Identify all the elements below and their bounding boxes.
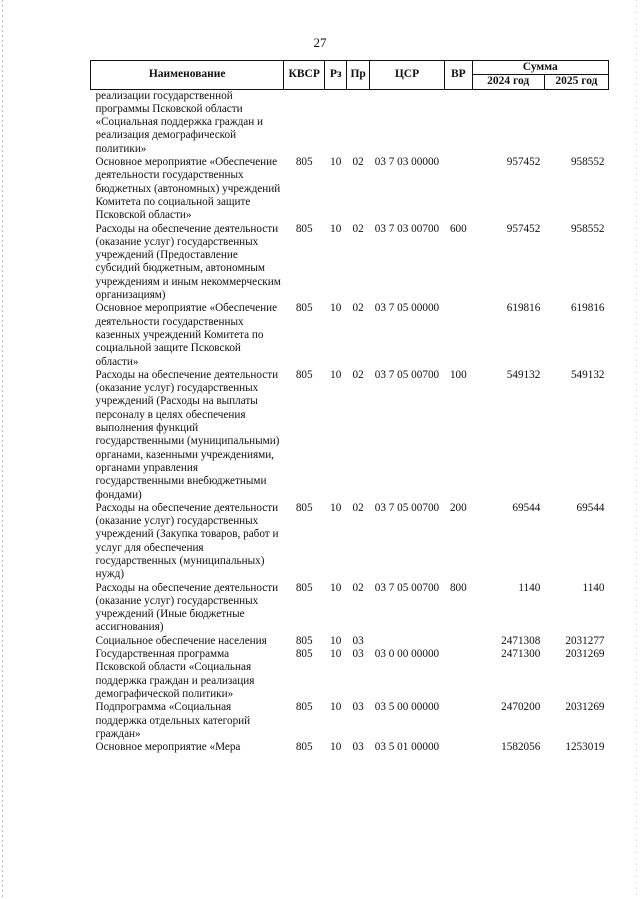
cell-vr <box>445 156 472 222</box>
cell-pr: 03 <box>352 741 364 754</box>
cell-pr: 02 <box>352 156 364 169</box>
scan-edge-right <box>636 0 637 899</box>
table-row <box>91 701 609 741</box>
cell-sum-2025: 619816 <box>570 302 605 315</box>
cell-csr: 03 7 03 00000 <box>374 156 440 169</box>
header-year-2024: 2024 год <box>472 75 544 89</box>
header-rz: Рз <box>325 61 347 90</box>
cell-csr: 03 5 00 00000 <box>374 701 440 714</box>
table-body <box>91 89 609 754</box>
cell-vr <box>445 741 472 754</box>
cell-sum-2024: 957452 <box>506 222 541 235</box>
cell-name: Расходы на обеспечение деятельности (оказание услуг) государственных учреждений (Расходы на выплаты персоналу в целях обеспечения выполнения функций государственными (муниципальными) органами, казенными учреждениями, органами управления государственными внебюджетными фондами) <box>95 368 280 501</box>
cell-sum-2024: 2471308 <box>501 634 541 647</box>
header-csr: ЦСР <box>369 61 444 90</box>
cell-rz: 10 <box>330 368 342 381</box>
table-row <box>91 635 609 648</box>
table-header <box>91 61 609 90</box>
cell-pr: 02 <box>352 302 364 315</box>
cell-rz: 10 <box>330 222 342 235</box>
cell-vr <box>445 89 472 156</box>
cell-name: Основное мероприятие «Обеспечение деятельности государственных бюджетных (автономных) учреждений Комитета по социальной защите Псковской области» <box>95 156 281 222</box>
cell-csr: 03 7 05 00700 <box>374 581 440 594</box>
cell-name: Расходы на обеспечение деятельности (оказание услуг) государственных учреждений (Предоставление субсидий бюджетным, автономным учреждениям и иным некоммерческим организациям) <box>95 222 281 302</box>
table-row <box>91 582 609 635</box>
header-kvsr: КВСР <box>284 61 325 90</box>
cell-kvsr: 805 <box>295 741 313 754</box>
cell-kvsr: 805 <box>295 701 313 714</box>
cell-name: Основное мероприятие «Обеспечение деятельности государственных казенных учреждений Комитета по социальной защите Псковской области» <box>95 302 278 368</box>
cell-kvsr: 805 <box>295 368 313 381</box>
cell-csr: 03 7 05 00000 <box>374 302 440 315</box>
cell-csr: 03 7 05 00700 <box>374 501 440 514</box>
cell-kvsr: 805 <box>295 156 313 169</box>
cell-kvsr: 805 <box>295 634 313 647</box>
cell-rz: 10 <box>330 302 342 315</box>
cell-sum-2024: 619816 <box>506 302 541 315</box>
table-row <box>91 502 609 582</box>
cell-kvsr: 805 <box>295 501 313 514</box>
cell-pr: 02 <box>352 368 364 381</box>
table-row <box>91 369 609 502</box>
cell-vr: 200 <box>449 501 467 514</box>
cell-vr <box>445 302 472 368</box>
cell-pr <box>347 89 369 156</box>
cell-rz <box>325 89 347 156</box>
header-vr: ВР <box>445 61 472 90</box>
cell-vr: 100 <box>449 368 467 381</box>
table-row <box>91 648 609 701</box>
cell-pr: 02 <box>352 501 364 514</box>
cell-sum-2024: 957452 <box>506 156 541 169</box>
header-year-2025: 2025 год <box>544 75 608 89</box>
cell-sum-2025: 958552 <box>570 156 605 169</box>
cell-sum-2024: 2471300 <box>501 648 541 661</box>
cell-sum-2024 <box>472 89 544 156</box>
cell-sum-2025: 2031269 <box>565 701 605 714</box>
cell-sum-2025: 1253019 <box>565 741 605 754</box>
cell-pr: 02 <box>352 581 364 594</box>
header-name: Наименование <box>91 61 284 90</box>
cell-sum-2025: 1140 <box>582 581 605 594</box>
header-sum: Сумма <box>472 61 608 75</box>
table-row <box>91 89 609 156</box>
table-row <box>91 302 609 368</box>
cell-csr <box>369 89 444 156</box>
cell-name: Расходы на обеспечение деятельности (оказание услуг) государственных учреждений (Закупка товаров, работ и услуг для обеспечения государственных (муниципальных) нужд) <box>95 501 279 581</box>
table-row <box>91 156 609 222</box>
cell-rz: 10 <box>330 634 342 647</box>
budget-table <box>90 60 609 754</box>
cell-rz: 10 <box>330 501 342 514</box>
cell-kvsr: 805 <box>295 648 313 661</box>
cell-sum-2024: 1582056 <box>501 741 541 754</box>
cell-sum-2024: 69544 <box>512 501 541 514</box>
cell-sum-2025: 2031277 <box>565 634 605 647</box>
cell-sum-2025: 549132 <box>570 368 605 381</box>
cell-pr: 02 <box>352 222 364 235</box>
cell-rz: 10 <box>330 701 342 714</box>
cell-kvsr: 805 <box>295 302 313 315</box>
cell-rz: 10 <box>330 741 342 754</box>
table-row <box>91 223 609 303</box>
cell-name: Расходы на обеспечение деятельности (оказание услуг) государственных учреждений (Иные бюджетные ассигнования) <box>95 581 279 634</box>
cell-sum-2025: 69544 <box>576 501 605 514</box>
cell-csr: 03 7 05 00700 <box>374 368 440 381</box>
cell-sum-2024: 2470200 <box>501 701 541 714</box>
header-pr: Пр <box>347 61 369 90</box>
cell-name: Подпрограмма «Социальная поддержка отдельных категорий граждан» <box>95 701 251 740</box>
cell-pr: 03 <box>352 648 364 661</box>
scan-edge-left <box>2 0 3 899</box>
cell-kvsr: 805 <box>295 222 313 235</box>
cell-sum-2025 <box>544 89 608 156</box>
cell-kvsr <box>284 89 325 156</box>
cell-vr <box>445 635 472 648</box>
cell-csr: 03 5 01 00000 <box>374 741 440 754</box>
cell-kvsr: 805 <box>295 581 313 594</box>
cell-sum-2025: 958552 <box>570 222 605 235</box>
table-row <box>91 741 609 754</box>
cell-csr <box>369 635 444 648</box>
cell-rz: 10 <box>330 156 342 169</box>
cell-vr: 800 <box>449 581 467 594</box>
cell-sum-2024: 1140 <box>518 581 541 594</box>
cell-sum-2025: 2031269 <box>565 648 605 661</box>
cell-sum-2024: 549132 <box>506 368 541 381</box>
cell-pr: 03 <box>352 634 364 647</box>
cell-csr: 03 7 03 00700 <box>374 222 440 235</box>
cell-pr: 03 <box>352 701 364 714</box>
cell-name: реализации государственной программы Псковской области «Социальная поддержка граждан и реализация демографической политики» <box>95 89 264 155</box>
cell-name: Государственная программа Псковской области «Социальная поддержка граждан и реализация демографической политики» <box>95 648 255 700</box>
cell-rz: 10 <box>330 648 342 661</box>
cell-vr <box>445 648 472 701</box>
cell-name: Основное мероприятие «Мера <box>95 741 241 754</box>
cell-vr: 600 <box>449 222 467 235</box>
cell-vr <box>445 701 472 741</box>
page-number: 27 <box>313 35 327 50</box>
cell-csr: 03 0 00 00000 <box>374 648 440 661</box>
cell-rz: 10 <box>330 581 342 594</box>
cell-name: Социальное обеспечение населения <box>95 634 267 647</box>
